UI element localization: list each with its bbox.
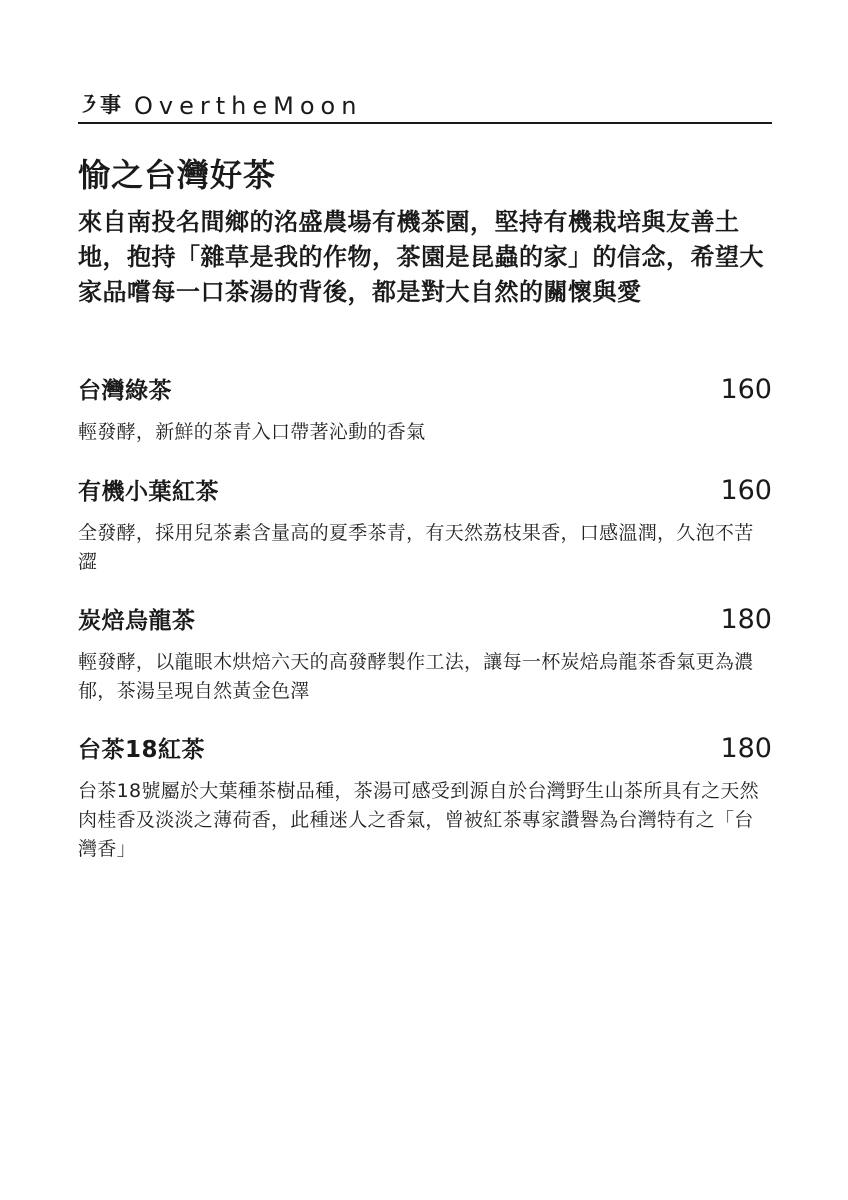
item-name: 台灣綠茶 xyxy=(78,378,172,404)
item-price: 160 xyxy=(720,475,772,506)
intro-text: 來自南投名間鄉的洺盛農場有機茶園，堅持有機栽培與友善土地，抱持「雜草是我的作物，茶園是昆蟲的家」的信念，希望大家品嚐每一口茶湯的背後，都是對大自然的關懷與愛 xyxy=(78,208,764,306)
page-title: 愉之台灣好茶 xyxy=(78,156,277,194)
brand-name: OvertheMoon xyxy=(134,92,363,120)
item-price: 180 xyxy=(720,733,772,764)
menu-item-green-tea xyxy=(78,372,772,447)
item-name: 炭焙烏龍茶 xyxy=(78,608,196,634)
brand-header xyxy=(78,88,772,124)
item-description: 輕發酵，以龍眼木烘焙六天的高發酵製作工法，讓每一杯炭焙烏龍茶香氣更為濃郁，茶湯呈現自然黃金色澤 xyxy=(78,651,754,702)
menu-item-ruby-black-tea xyxy=(78,731,772,864)
item-price: 160 xyxy=(720,374,772,405)
item-price: 180 xyxy=(720,604,772,635)
menu-item-organic-black-tea xyxy=(78,473,772,577)
menu-item-charcoal-oolong xyxy=(78,602,772,706)
brand-mark: ㇋事 xyxy=(78,93,122,117)
item-name: 有機小葉紅茶 xyxy=(78,479,219,505)
item-description: 全發酵，採用兒茶素含量高的夏季茶青，有天然荔枝果香，口感溫潤，久泡不苦澀 xyxy=(78,522,754,573)
item-description: 台茶18號屬於大葉種茶樹品種，茶湯可感受到源自於台灣野生山茶所具有之天然肉桂香及淡淡之薄荷香，此種迷人之香氣，曾被紅茶專家讚譽為台灣特有之「台灣香」 xyxy=(78,780,759,860)
item-name: 台茶18紅茶 xyxy=(78,737,206,763)
item-description: 輕發酵，新鮮的茶青入口帶著沁動的香氣 xyxy=(78,421,426,443)
